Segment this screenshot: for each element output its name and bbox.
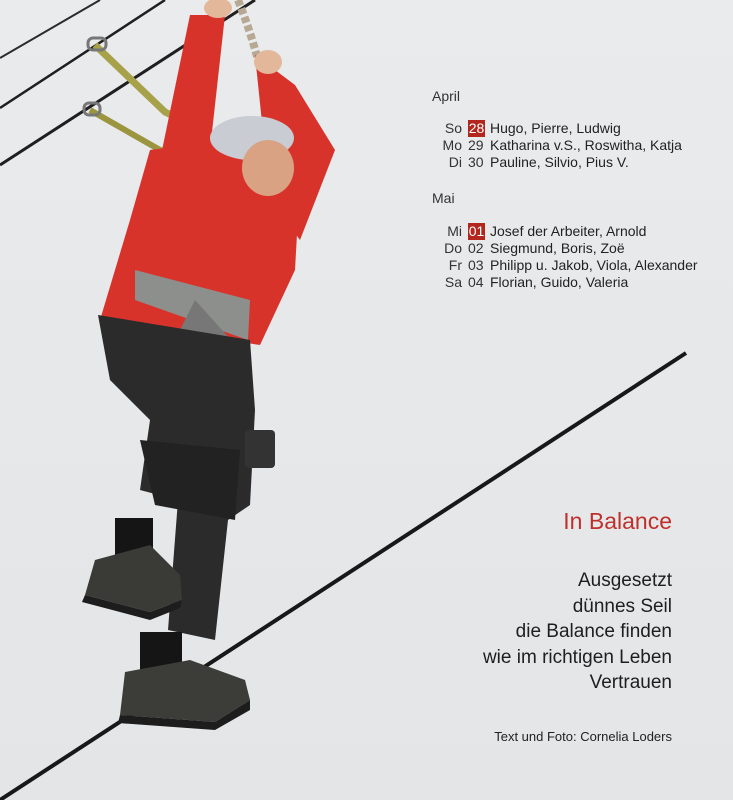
weekday: So xyxy=(444,120,462,136)
calendar-row xyxy=(420,274,628,291)
day-number: 02 xyxy=(468,240,484,256)
month-label-april: April xyxy=(432,88,461,104)
article-title: In Balance xyxy=(563,508,672,534)
poem-line: Vertrauen xyxy=(589,672,672,693)
poem-line: wie im richtigen Leben xyxy=(482,646,672,668)
day-number-highlighted: 01 xyxy=(468,223,485,239)
name-days: Pauline, Silvio, Pius V. xyxy=(490,154,629,170)
pants-fold xyxy=(140,440,240,520)
name-days: Florian, Guido, Valeria xyxy=(490,274,629,290)
weekday: Do xyxy=(444,240,462,256)
name-days: Josef der Arbeiter, Arnold xyxy=(490,223,647,239)
calendar-row xyxy=(420,137,682,154)
month-label-mai: Mai xyxy=(432,190,455,206)
poem xyxy=(483,568,672,696)
weekday: Mi xyxy=(447,223,462,239)
poem-line: dünnes Seil xyxy=(572,595,672,617)
weekday: Fr xyxy=(448,257,462,273)
weekday: Sa xyxy=(444,274,462,290)
calendar-row xyxy=(420,120,621,137)
name-days: Hugo, Pierre, Ludwig xyxy=(490,120,621,136)
camera-pouch xyxy=(245,430,275,468)
day-number: 03 xyxy=(468,257,484,273)
day-number-highlighted: 28 xyxy=(468,120,485,136)
name-days: Siegmund, Boris, Zoë xyxy=(490,240,625,256)
day-number: 04 xyxy=(468,274,484,290)
day-number: 29 xyxy=(468,137,484,153)
name-days: Philipp u. Jakob, Viola, Alexander xyxy=(490,257,698,273)
calendar-row xyxy=(420,223,646,240)
weekday: Mo xyxy=(442,137,462,153)
poem-line: Ausgesetzt xyxy=(578,570,672,591)
weekday: Di xyxy=(448,154,462,170)
cable-line xyxy=(0,0,100,58)
calendar-row xyxy=(420,240,625,257)
calendar-row xyxy=(420,257,698,274)
poem-line: die Balance finden xyxy=(515,621,672,642)
name-days: Katharina v.S., Roswitha, Katja xyxy=(490,137,682,153)
calendar-row xyxy=(420,154,629,171)
face xyxy=(242,140,294,196)
day-number: 30 xyxy=(468,154,484,170)
photo-credit: Text und Foto: Cornelia Loders xyxy=(494,729,672,744)
hand xyxy=(254,50,282,74)
